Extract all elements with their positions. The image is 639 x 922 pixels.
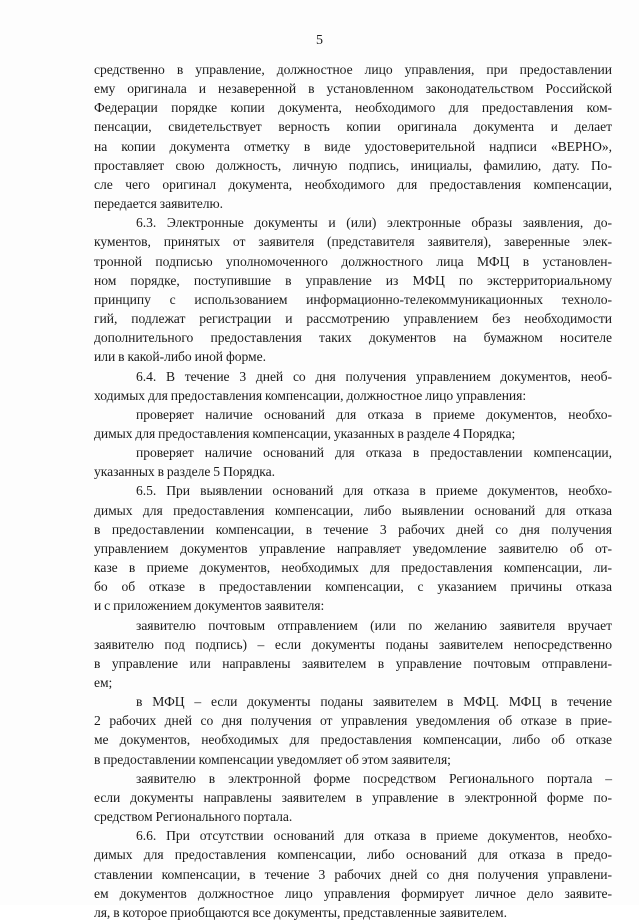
text-line: в управление или направлены заявителем в управление почтовым отправлени- xyxy=(94,655,612,671)
text-line: управлением документов управление направляет уведомление заявителю об от- xyxy=(94,540,612,556)
text-line: заявителю почтовым отправлением (или по желанию заявителя вручает xyxy=(136,617,612,633)
text-line: заявителю в электронной форме посредством Регионального портала – xyxy=(136,770,612,786)
text-line: 2 рабочих дней со дня получения от управления уведомления об отказе в прие- xyxy=(94,713,612,729)
text-line: ном порядке, поступившие в управление из МФЦ по экстерриториальному xyxy=(94,272,612,288)
text-line: ме документов, необходимых для предоставления компенсации, либо об отказе xyxy=(94,732,612,748)
text-line: проставляет свою должность, личную подпись, инициалы, фамилию, дату. По- xyxy=(94,157,612,173)
text-line: тронной подписью уполномоченного должностного лица МФЦ в установлен- xyxy=(94,253,612,269)
text-line: ему оригинала и незаверенной в установленном законодательством Российской xyxy=(94,81,612,97)
text-line: или в какой-либо иной форме. xyxy=(94,349,266,365)
text-line: кументов, принятых от заявителя (представителя заявителя), заверенные элек- xyxy=(94,234,612,250)
text-line: передается заявителю. xyxy=(94,196,223,212)
text-line: ходимых для предоставления компенсации, должностное лицо управления: xyxy=(94,387,527,403)
text-line: димых для предоставления компенсации, либо выявлении оснований для отказа xyxy=(94,502,612,518)
text-line: ля, в которое приобщаются все документы, представленные заявителем. xyxy=(94,904,507,920)
text-line: 6.4. В течение 3 дней со дня получения управлением документов, необ- xyxy=(136,368,612,384)
text-line: проверяет наличие оснований для отказа в предоставлении компенсации, xyxy=(136,445,612,461)
text-line: в предоставлении компенсации уведомляет об этом заявителя; xyxy=(94,751,451,767)
text-line: пенсации, свидетельствует верность копии оригинала документа и делает xyxy=(94,119,612,135)
text-line: заявителю под подпись) – если документы поданы заявителем непосредственно xyxy=(94,636,612,652)
text-line: ставлении компенсации, в течение 3 рабочих дней со дня получения управлени- xyxy=(94,866,612,882)
body-text xyxy=(94,60,612,922)
text-line: если документы направлены заявителем в управление в электронной форме по- xyxy=(94,789,612,805)
text-line: казе в приеме документов, необходимых для предоставления компенсации, ли- xyxy=(94,560,612,576)
text-line: на копии документа отметку в виде удостоверительной надписи «ВЕРНО», xyxy=(94,138,612,154)
text-line: ем; xyxy=(94,675,113,690)
page-number: 5 xyxy=(316,33,323,48)
text-line: димых для предоставления компенсации, либо оснований для отказа в предо- xyxy=(94,847,612,863)
text-line: средством Регионального портала. xyxy=(94,809,293,825)
text-line: проверяет наличие оснований для отказа в приеме документов, необхо- xyxy=(136,406,612,422)
text-line: бо об отказе в предоставлении компенсации, с указанием причины отказа xyxy=(94,579,612,595)
text-line: средственно в управление, должностное лицо управления, при предоставлении xyxy=(94,62,612,77)
text-line: дополнительного предоставления таких документов на бумажном носителе xyxy=(94,330,612,346)
text-line: 6.6. При отсутствии оснований для отказа в приеме документов, необхо- xyxy=(136,828,612,844)
text-line: принципу с использованием информационно-телекоммуникационных техноло- xyxy=(94,291,612,307)
text-line: Федерации порядке копии документа, необходимого для предоставления ком- xyxy=(94,100,612,116)
text-line: и с приложением документов заявителя: xyxy=(94,598,325,614)
text-line: указанных в разделе 5 Порядка. xyxy=(94,464,275,480)
text-line: ем документов должностное лицо управления формирует личное дело заявите- xyxy=(94,885,612,901)
text-line: димых для предоставления компенсации, указанных в разделе 4 Порядка; xyxy=(94,425,516,441)
text-line: в МФЦ – если документы поданы заявителем в МФЦ. МФЦ в течение xyxy=(136,694,612,710)
text-line: 6.3. Электронные документы и (или) электронные образы заявления, до- xyxy=(136,215,612,231)
text-line: сле чего оригинал документа, необходимого для предоставления компенсации, xyxy=(94,176,612,192)
text-line: 6.5. При выявлении оснований для отказа в приеме документов, необхо- xyxy=(136,483,612,499)
text-line: в предоставлении компенсации, в течение 3 рабочих дней со дня получения xyxy=(94,521,612,537)
text-line: гий, подлежат регистрации и рассмотрению управлением без необходимости xyxy=(94,311,612,327)
